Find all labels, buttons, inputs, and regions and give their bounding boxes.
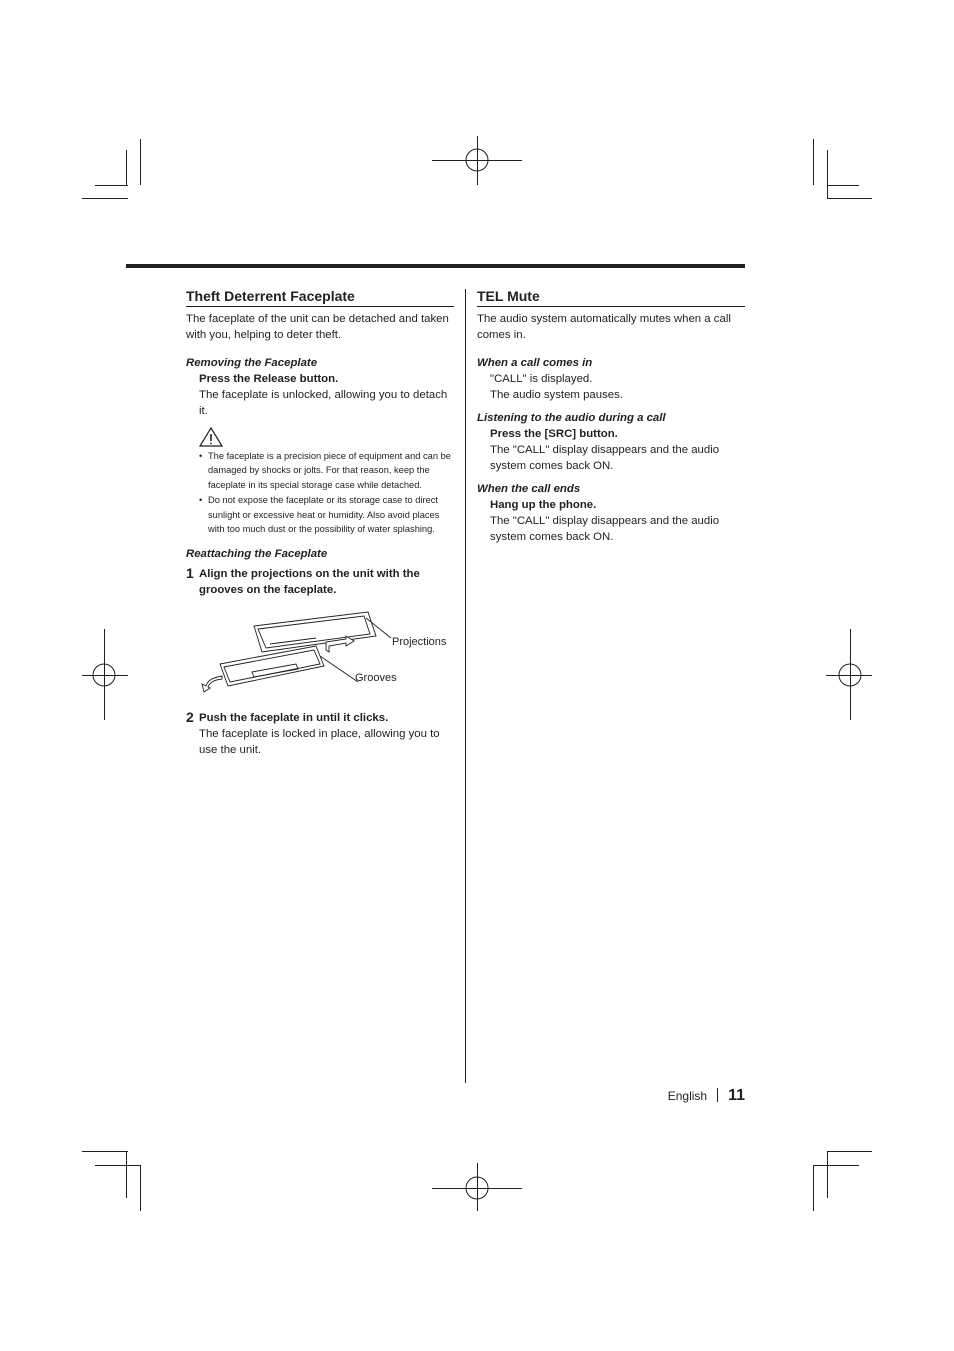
call-end-instruction: Hang up the phone. (490, 499, 597, 511)
removing-heading: Removing the Faceplate (186, 357, 318, 369)
listening-result: The "CALL" display disappears and the audio system comes back ON. (490, 444, 720, 472)
right-column (477, 287, 745, 545)
reattach-step-1 (186, 566, 454, 598)
call-in-heading: When a call comes in (477, 357, 593, 369)
column-divider (465, 289, 466, 1083)
section-title-theft-deterrent: Theft Deterrent Faceplate (186, 287, 454, 307)
step-number: 1 (186, 565, 194, 582)
caution-item: • The faceplate is a precision piece of equipment and can be damaged by shocks or jolts. For that reason, keep the faceplate in its special storage case while detached. (199, 449, 454, 492)
caution-item: • Do not expose the faceplate or its storage case to direct sunlight or excessive heat or humidity. Also avoid places with too much dust or the possibility of water splashing. (199, 493, 454, 536)
section-title-tel-mute: TEL Mute (477, 287, 745, 307)
step-2-result: The faceplate is locked in place, allowing you to use the unit. (199, 728, 440, 757)
call-in-line-2: The audio system pauses. (490, 389, 623, 401)
removing-instruction: Press the Release button. (199, 373, 339, 385)
page-number: 11 (728, 1087, 745, 1104)
reattach-step-2 (186, 710, 454, 726)
step-1-text: Align the projections on the unit with the grooves on the faceplate. (199, 568, 420, 597)
footer-language: English (667, 1089, 708, 1103)
footer-separator (717, 1088, 718, 1102)
tel-intro: The audio system automatically mutes when a call comes in. (477, 313, 731, 341)
step-number: 2 (186, 709, 194, 726)
removing-result: The faceplate is unlocked, allowing you to detach it. (199, 389, 448, 417)
caution-list (186, 449, 454, 536)
call-end-result: The "CALL" display disappears and the audio system comes back ON. (490, 515, 720, 543)
grooves-label: Grooves (355, 672, 397, 685)
faceplate-figure (186, 606, 454, 704)
listening-instruction: Press the [SRC] button. (490, 428, 618, 440)
reattaching-heading: Reattaching the Faceplate (186, 548, 328, 561)
step-2-text: Push the faceplate in until it clicks. (199, 712, 389, 725)
top-rule (126, 264, 745, 268)
left-column (186, 287, 454, 758)
warning-triangle-icon (199, 427, 223, 447)
projections-label: Projections (392, 636, 447, 649)
faceplate-illustration (186, 606, 454, 704)
call-in-line-1: "CALL" is displayed. (490, 373, 593, 385)
listening-heading: Listening to the audio during a call (477, 412, 666, 424)
call-end-heading: When the call ends (477, 483, 581, 495)
theft-intro: The faceplate of the unit can be detached and taken with you, helping to deter theft. (186, 313, 449, 341)
page-footer (630, 1087, 745, 1105)
caution-icon-wrap (186, 427, 454, 447)
